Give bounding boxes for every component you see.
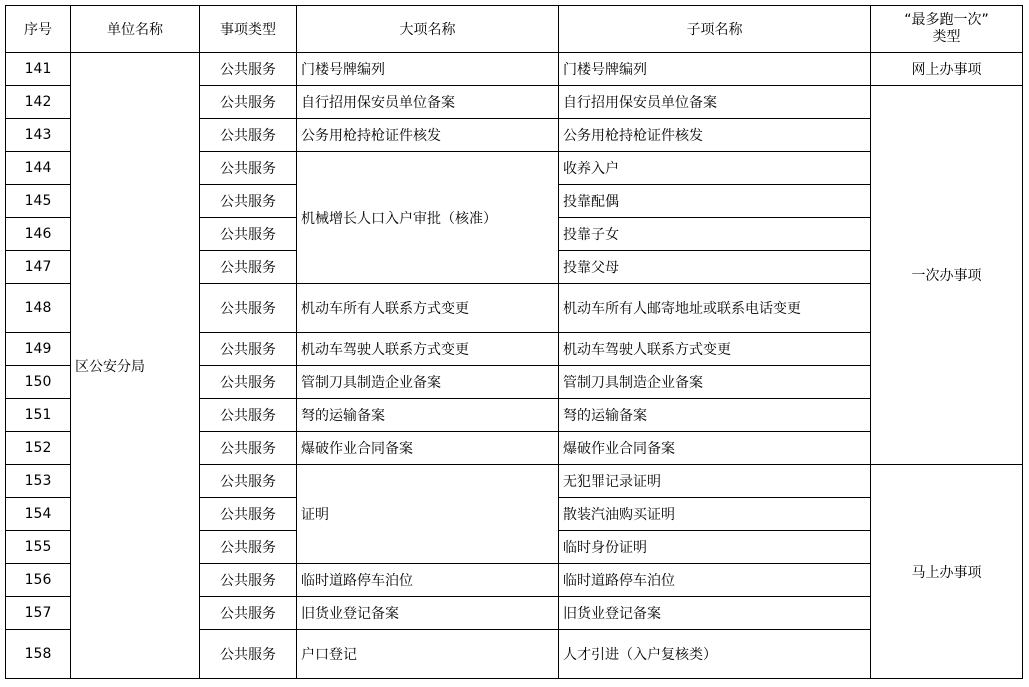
major-cell: 户口登记 [297, 630, 559, 679]
seq-cell: 155 [6, 531, 71, 564]
sub-cell: 投靠父母 [559, 251, 871, 284]
table-row [6, 53, 1023, 86]
type-cell: 公共服务 [200, 630, 297, 679]
seq-cell: 158 [6, 630, 71, 679]
header-major: 大项名称 [297, 6, 559, 53]
seq-cell: 146 [6, 218, 71, 251]
sub-cell: 无犯罪记录证明 [559, 465, 871, 498]
type-cell: 公共服务 [200, 564, 297, 597]
header-row [6, 6, 1023, 53]
sub-cell: 自行招用保安员单位备案 [559, 86, 871, 119]
major-cell: 管制刀具制造企业备案 [297, 366, 559, 399]
major-cell: 公务用枪持枪证件核发 [297, 119, 559, 152]
sub-cell: 爆破作业合同备案 [559, 432, 871, 465]
type-cell: 公共服务 [200, 251, 297, 284]
seq-cell: 145 [6, 185, 71, 218]
type-cell: 公共服务 [200, 366, 297, 399]
seq-cell: 153 [6, 465, 71, 498]
header-paoyici-line2: 类型 [932, 29, 961, 45]
major-cell: 弩的运输备案 [297, 399, 559, 432]
type-cell: 公共服务 [200, 185, 297, 218]
header-seq: 序号 [6, 6, 71, 53]
sub-cell: 散装汽油购买证明 [559, 498, 871, 531]
seq-cell: 142 [6, 86, 71, 119]
sub-cell: 机动车所有人邮寄地址或联系电话变更 [559, 284, 871, 333]
seq-cell: 152 [6, 432, 71, 465]
major-cell: 门楼号牌编列 [297, 53, 559, 86]
header-sub: 子项名称 [559, 6, 871, 53]
major-cell: 爆破作业合同备案 [297, 432, 559, 465]
seq-cell: 147 [6, 251, 71, 284]
seq-cell: 154 [6, 498, 71, 531]
header-type: 事项类型 [200, 6, 297, 53]
major-cell: 旧货业登记备案 [297, 597, 559, 630]
seq-cell: 149 [6, 333, 71, 366]
sub-cell: 门楼号牌编列 [559, 53, 871, 86]
sub-cell: 弩的运输备案 [559, 399, 871, 432]
services-table [5, 5, 1023, 679]
header-paoyici-line1: “最多跑一次” [904, 12, 989, 28]
sub-cell: 机动车驾驶人联系方式变更 [559, 333, 871, 366]
type-cell: 公共服务 [200, 498, 297, 531]
seq-cell: 156 [6, 564, 71, 597]
type-cell: 公共服务 [200, 432, 297, 465]
major-cell: 临时道路停车泊位 [297, 564, 559, 597]
category-cell: 网上办事项 [871, 53, 1023, 86]
seq-cell: 141 [6, 53, 71, 86]
header-unit: 单位名称 [71, 6, 200, 53]
seq-cell: 143 [6, 119, 71, 152]
sub-cell: 临时身份证明 [559, 531, 871, 564]
seq-cell: 144 [6, 152, 71, 185]
major-cell: 机械增长人口入户审批（核准） [297, 152, 559, 284]
header-paoyici [871, 6, 1023, 53]
unit-cell: 区公安分局 [71, 53, 200, 679]
type-cell: 公共服务 [200, 218, 297, 251]
major-cell: 证明 [297, 465, 559, 564]
type-cell: 公共服务 [200, 531, 297, 564]
type-cell: 公共服务 [200, 597, 297, 630]
seq-cell: 150 [6, 366, 71, 399]
type-cell: 公共服务 [200, 86, 297, 119]
type-cell: 公共服务 [200, 53, 297, 86]
sub-cell: 投靠配偶 [559, 185, 871, 218]
type-cell: 公共服务 [200, 119, 297, 152]
type-cell: 公共服务 [200, 399, 297, 432]
major-cell: 机动车所有人联系方式变更 [297, 284, 559, 333]
type-cell: 公共服务 [200, 152, 297, 185]
sub-cell: 临时道路停车泊位 [559, 564, 871, 597]
sub-cell: 旧货业登记备案 [559, 597, 871, 630]
major-cell: 机动车驾驶人联系方式变更 [297, 333, 559, 366]
category-cell: 马上办事项 [871, 465, 1023, 679]
seq-cell: 148 [6, 284, 71, 333]
category-cell: 一次办事项 [871, 86, 1023, 465]
seq-cell: 151 [6, 399, 71, 432]
seq-cell: 157 [6, 597, 71, 630]
major-cell: 自行招用保安员单位备案 [297, 86, 559, 119]
sub-cell: 投靠子女 [559, 218, 871, 251]
type-cell: 公共服务 [200, 465, 297, 498]
sub-cell: 管制刀具制造企业备案 [559, 366, 871, 399]
sub-cell: 收养入户 [559, 152, 871, 185]
sub-cell: 人才引进（入户复核类） [559, 630, 871, 679]
type-cell: 公共服务 [200, 284, 297, 333]
type-cell: 公共服务 [200, 333, 297, 366]
sub-cell: 公务用枪持枪证件核发 [559, 119, 871, 152]
